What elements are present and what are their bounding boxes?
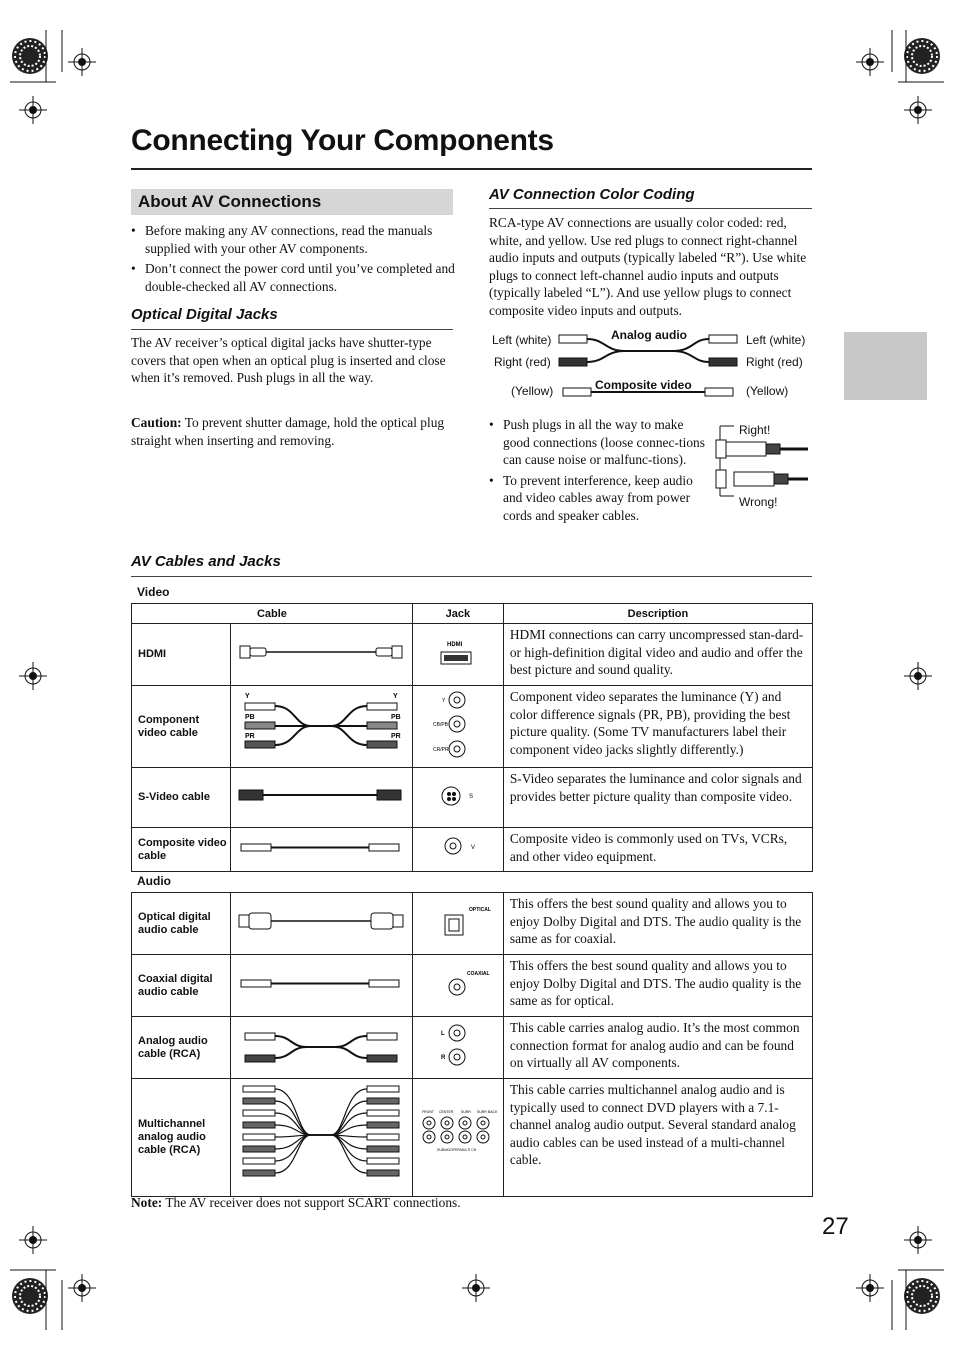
col-cable: Cable	[132, 604, 413, 624]
cable-wire	[275, 1089, 367, 1135]
page-number: 27	[822, 1213, 849, 1240]
cables-rule	[131, 576, 812, 577]
label-analog-audio: Analog audio	[611, 328, 687, 342]
rca-plug	[367, 1110, 399, 1116]
cable-wire	[275, 1135, 367, 1173]
svg-text:PR: PR	[390, 733, 401, 740]
color-coding-bullets	[489, 416, 707, 528]
svg-text:L: L	[440, 1031, 445, 1037]
rca-plug	[367, 1134, 399, 1140]
rca-plug	[243, 1110, 275, 1116]
label-composite-video: Composite video	[595, 378, 692, 392]
cable-name: S-Video cable	[132, 768, 231, 828]
svg-text:CB/PB: CB/PB	[432, 722, 448, 728]
label-right-red-r: Right (red)	[746, 355, 803, 369]
coaxial-jack-illustration	[412, 955, 503, 1017]
composite-cable-illustration	[230, 828, 412, 872]
color-bullet: • To prevent interference, keep audio and video cables away from power cords and speaker cables.	[489, 472, 707, 525]
optical-rule	[131, 329, 453, 330]
rca-plug	[243, 1122, 275, 1128]
component-description: Component video separates the luminance (Y) and color difference signals (PR, PB), providing the best picture quality. (Some TV manufacturers label their component video jacks slightly differently.)	[503, 686, 812, 768]
rca-plug	[243, 1086, 275, 1092]
svg-text:Y: Y	[392, 693, 398, 700]
col-jack: Jack	[412, 604, 503, 624]
svg-text:CR/PR: CR/PR	[432, 747, 449, 753]
rca-jack-center	[427, 1121, 431, 1125]
coaxial-description: This offers the best sound quality and allows you to enjoy Dolby Digital and DTS. The audio quality is the same as for optical.	[503, 955, 812, 1017]
rca-plug	[367, 1086, 399, 1092]
rca-plug	[367, 1170, 399, 1176]
cable-name: Optical digital audio cable	[132, 893, 231, 955]
rca-plug	[243, 1170, 275, 1176]
table-row	[132, 768, 813, 828]
optical-description: This offers the best sound quality and allows you to enjoy Dolby Digital and DTS. The audio quality is the same as for coaxial.	[503, 893, 812, 955]
col-description: Description	[503, 604, 812, 624]
color-coding-heading: AV Connection Color Coding	[489, 186, 695, 203]
optical-heading: Optical Digital Jacks	[131, 306, 278, 323]
component-cable-illustration	[230, 686, 412, 768]
multichannel-cable-illustration	[230, 1079, 412, 1197]
cable-name: Analog audio cable (RCA)	[132, 1017, 231, 1079]
rca-jack-center	[481, 1121, 485, 1125]
multichannel-description: This cable carries multichannel analog audio and is typically used to connect DVD players with a 7.1-channel analog audio output. Several standard analog audio cables can be used instead of a multi-channel cable.	[503, 1079, 812, 1197]
optical-text: The AV receiver’s optical digital jacks have shutter-type covers that open when an optical plug is inserted and close when it’s removed. Push plugs in all the way.	[131, 335, 446, 386]
svg-text:CENTER: CENTER	[438, 1110, 454, 1114]
svg-text:PB: PB	[244, 714, 255, 721]
color-coding-rule	[489, 208, 812, 209]
color-coding-cable-diagram	[555, 328, 745, 408]
color-bullet: • Push plugs in all the way to make good connections (loose connec-tions can cause noise or malfunc-tions).	[489, 416, 707, 469]
optical-jack-illustration	[412, 893, 503, 955]
rca-plug	[367, 1122, 399, 1128]
about-heading-box	[131, 189, 453, 215]
label-right-red: Right (red)	[494, 355, 551, 369]
rca-plug	[367, 1098, 399, 1104]
label-left-white: Left (white)	[492, 333, 552, 347]
rca-plug	[243, 1158, 275, 1164]
table-row	[132, 828, 813, 872]
table-row	[132, 1079, 813, 1197]
table-row	[132, 686, 813, 768]
cable-name: Composite video cable	[132, 828, 231, 872]
analog-description: This cable carries analog audio. It’s the most common connection format for analog audio and can be found on virtually all AV components.	[503, 1017, 812, 1079]
rca-jack-center	[445, 1121, 449, 1125]
svg-text:SURR: SURR	[460, 1110, 471, 1114]
svideo-cable-illustration	[230, 768, 412, 828]
label-yellow-right: (Yellow)	[746, 384, 789, 398]
cable-name: HDMI	[132, 624, 231, 686]
svg-text:V: V	[470, 845, 475, 851]
hdmi-jack-illustration	[412, 624, 503, 686]
about-bullet: • Don’t connect the power cord until you’ve completed and double-checked all AV connections.	[131, 260, 455, 295]
table-row	[132, 1017, 813, 1079]
about-bullet: • Before making any AV connections, read the manuals supplied with your other AV components.	[131, 222, 455, 257]
cable-name: Coaxial digital audio cable	[132, 955, 231, 1017]
rca-jack-center	[481, 1135, 485, 1139]
svg-text:Y: Y	[441, 698, 446, 704]
caution-label: Caution:	[131, 415, 182, 430]
cable-wire	[275, 1135, 367, 1161]
rca-plug	[367, 1158, 399, 1164]
about-bullets	[131, 222, 455, 298]
multichannel-jack-illustration	[412, 1079, 503, 1197]
rca-jack-center	[445, 1135, 449, 1139]
rca-plug	[243, 1134, 275, 1140]
note-text: The AV receiver does not support SCART connections.	[162, 1195, 461, 1210]
optical-caution	[131, 414, 457, 449]
svg-text:Y: Y	[244, 693, 250, 700]
title-rule	[131, 168, 812, 170]
about-heading: About AV Connections	[138, 192, 322, 211]
svg-text:FRONT: FRONT	[421, 1110, 434, 1114]
cable-wire	[275, 1101, 367, 1135]
color-coding-text: RCA-type AV connections are usually color coded: red, white, and yellow. Use red plugs to connect right-channel audio inputs and outputs (typically labeled “R”). Use white plugs to connect left-channel audio inputs and outputs (typically labeled “L”). And use yellow plugs to connect composite video inputs and outputs.	[489, 215, 807, 318]
composite-jack-illustration	[412, 828, 503, 872]
table-row	[132, 893, 813, 955]
svg-text:MULTI CH: MULTI CH	[459, 1148, 477, 1152]
hdmi-description: HDMI connections can carry uncompressed stan-dard- or high-definition digital video and audio and offer the best picture and sound quality.	[503, 624, 812, 686]
cable-wire	[275, 1125, 367, 1135]
chapter-tab	[844, 332, 927, 400]
page-title: Connecting Your Components	[131, 124, 554, 157]
label-yellow-left: (Yellow)	[511, 384, 554, 398]
cable-name: Component video cable	[132, 686, 231, 768]
hdmi-cable-illustration	[230, 624, 412, 686]
svg-text:S: S	[468, 794, 473, 800]
component-jack-illustration	[412, 686, 503, 768]
optical-cable-illustration	[230, 893, 412, 955]
svg-text:OPTICAL: OPTICAL	[468, 907, 491, 913]
note	[131, 1194, 731, 1212]
composite-description: Composite video is commonly used on TVs, VCRs, and other video equipment.	[503, 828, 812, 872]
coaxial-cable-illustration	[230, 955, 412, 1017]
table-row	[132, 955, 813, 1017]
svideo-jack-illustration	[412, 768, 503, 828]
audio-table	[131, 892, 813, 1197]
rca-jack-center	[463, 1121, 467, 1125]
video-table-header	[132, 604, 813, 624]
svg-text:PB: PB	[390, 714, 401, 721]
rca-plug	[243, 1146, 275, 1152]
svg-text:SUBWOOFER: SUBWOOFER	[436, 1148, 460, 1152]
svg-text:PR: PR	[244, 733, 255, 740]
video-section-label: Video	[137, 585, 170, 599]
rca-jack-center	[427, 1135, 431, 1139]
rca-plug	[367, 1146, 399, 1152]
note-label: Note:	[131, 1195, 163, 1210]
svg-text:HDMI: HDMI	[446, 642, 463, 648]
svg-text:R: R	[440, 1055, 446, 1061]
caution-text: To prevent shutter damage, hold the optical plug straight when inserting and removing.	[131, 415, 445, 448]
analog-cable-illustration	[230, 1017, 412, 1079]
video-table	[131, 603, 813, 872]
analog-jack-illustration	[412, 1017, 503, 1079]
wrong-label: Wrong!	[739, 495, 778, 509]
svg-text:COAXIAL: COAXIAL	[466, 971, 490, 977]
rca-plug	[243, 1098, 275, 1104]
audio-section-label: Audio	[137, 874, 171, 888]
cable-name: Multichannel analog audio cable (RCA)	[132, 1079, 231, 1197]
rca-jack-center	[463, 1135, 467, 1139]
label-left-white-r: Left (white)	[746, 333, 806, 347]
table-row	[132, 624, 813, 686]
cables-heading: AV Cables and Jacks	[131, 553, 281, 570]
right-label: Right!	[739, 423, 771, 437]
svideo-description: S-Video separates the luminance and color signals and provides better picture quality than composite video.	[503, 768, 812, 828]
svg-text:SURR BACK: SURR BACK	[476, 1110, 498, 1114]
cable-wire	[275, 1113, 367, 1135]
